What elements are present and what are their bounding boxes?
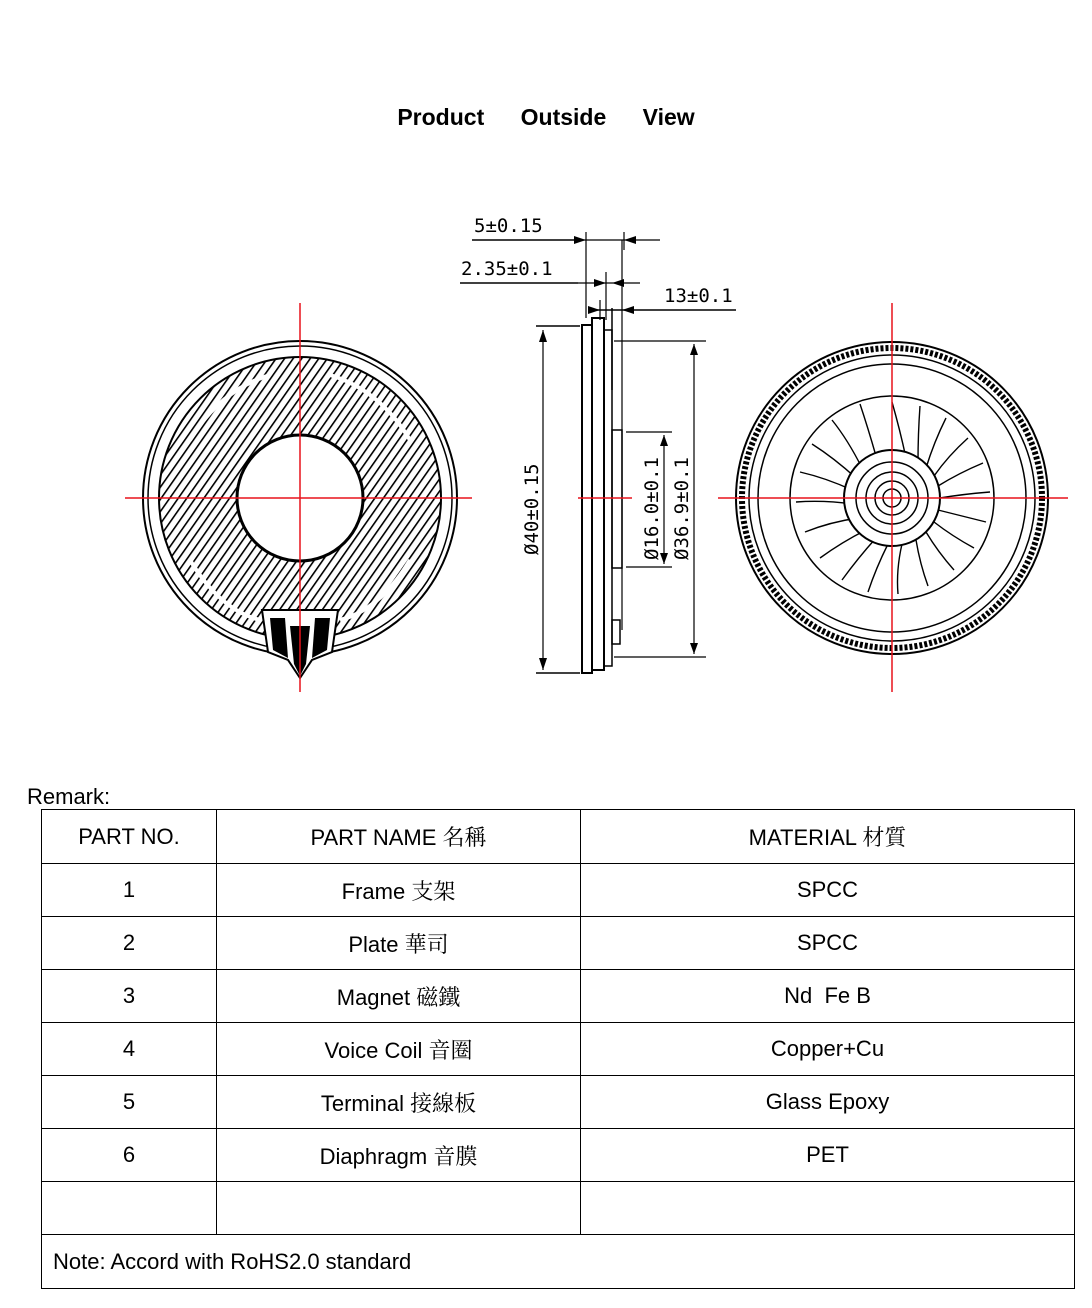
title-word-1: Product	[397, 104, 485, 130]
dim-plate: 13±0.1	[664, 285, 733, 307]
header-part-no: PART NO.	[42, 810, 217, 864]
table-row	[42, 1129, 1075, 1182]
part-no: 5	[42, 1076, 217, 1129]
table-row	[42, 864, 1075, 917]
part-material: SPCC	[581, 864, 1075, 917]
part-no: 3	[42, 970, 217, 1023]
part-material: Nd Fe B	[581, 970, 1075, 1023]
table-row	[42, 970, 1075, 1023]
part-name: Frame 支架	[217, 864, 581, 917]
front-view	[718, 303, 1068, 692]
part-name: Voice Coil 音圈	[217, 1023, 581, 1076]
header-material: MATERIAL 材質	[581, 810, 1075, 864]
part-no: 4	[42, 1023, 217, 1076]
part-material: Copper+Cu	[581, 1023, 1075, 1076]
dim-frame-step: 2.35±0.1	[461, 258, 553, 280]
part-material: SPCC	[581, 917, 1075, 970]
title-word-3: View	[642, 104, 695, 130]
dim-magnet-diameter: Ø16.0±0.1	[641, 457, 663, 560]
table-row	[42, 917, 1075, 970]
dim-inner-diameter: Ø36.9±0.1	[671, 457, 693, 560]
table-row	[42, 1023, 1075, 1076]
page-title	[0, 104, 1092, 131]
part-material: PET	[581, 1129, 1075, 1182]
title-word-2: Outside	[520, 104, 607, 130]
rohs-note: Note: Accord with RoHS2.0 standard	[42, 1235, 1075, 1289]
part-name: Magnet 磁鐵	[217, 970, 581, 1023]
table-row	[42, 1076, 1075, 1129]
back-view	[125, 303, 472, 692]
part-name: Terminal 接線板	[217, 1076, 581, 1129]
table-row-empty	[42, 1182, 1075, 1235]
part-name: Plate 華司	[217, 917, 581, 970]
header-part-name: PART NAME 名稱	[217, 810, 581, 864]
remark-label: Remark:	[27, 784, 111, 809]
part-no: 6	[42, 1129, 217, 1182]
part-no: 2	[42, 917, 217, 970]
table-header-row	[42, 810, 1075, 864]
part-name: Diaphragm 音膜	[217, 1129, 581, 1182]
table-note-row	[42, 1235, 1075, 1289]
parts-table	[41, 809, 1075, 1289]
dim-depth-total: 5±0.15	[474, 215, 543, 237]
part-no: 1	[42, 864, 217, 917]
speaker-drawing	[0, 190, 1092, 710]
dim-outer-diameter: Ø40±0.15	[521, 463, 543, 555]
part-material: Glass Epoxy	[581, 1076, 1075, 1129]
